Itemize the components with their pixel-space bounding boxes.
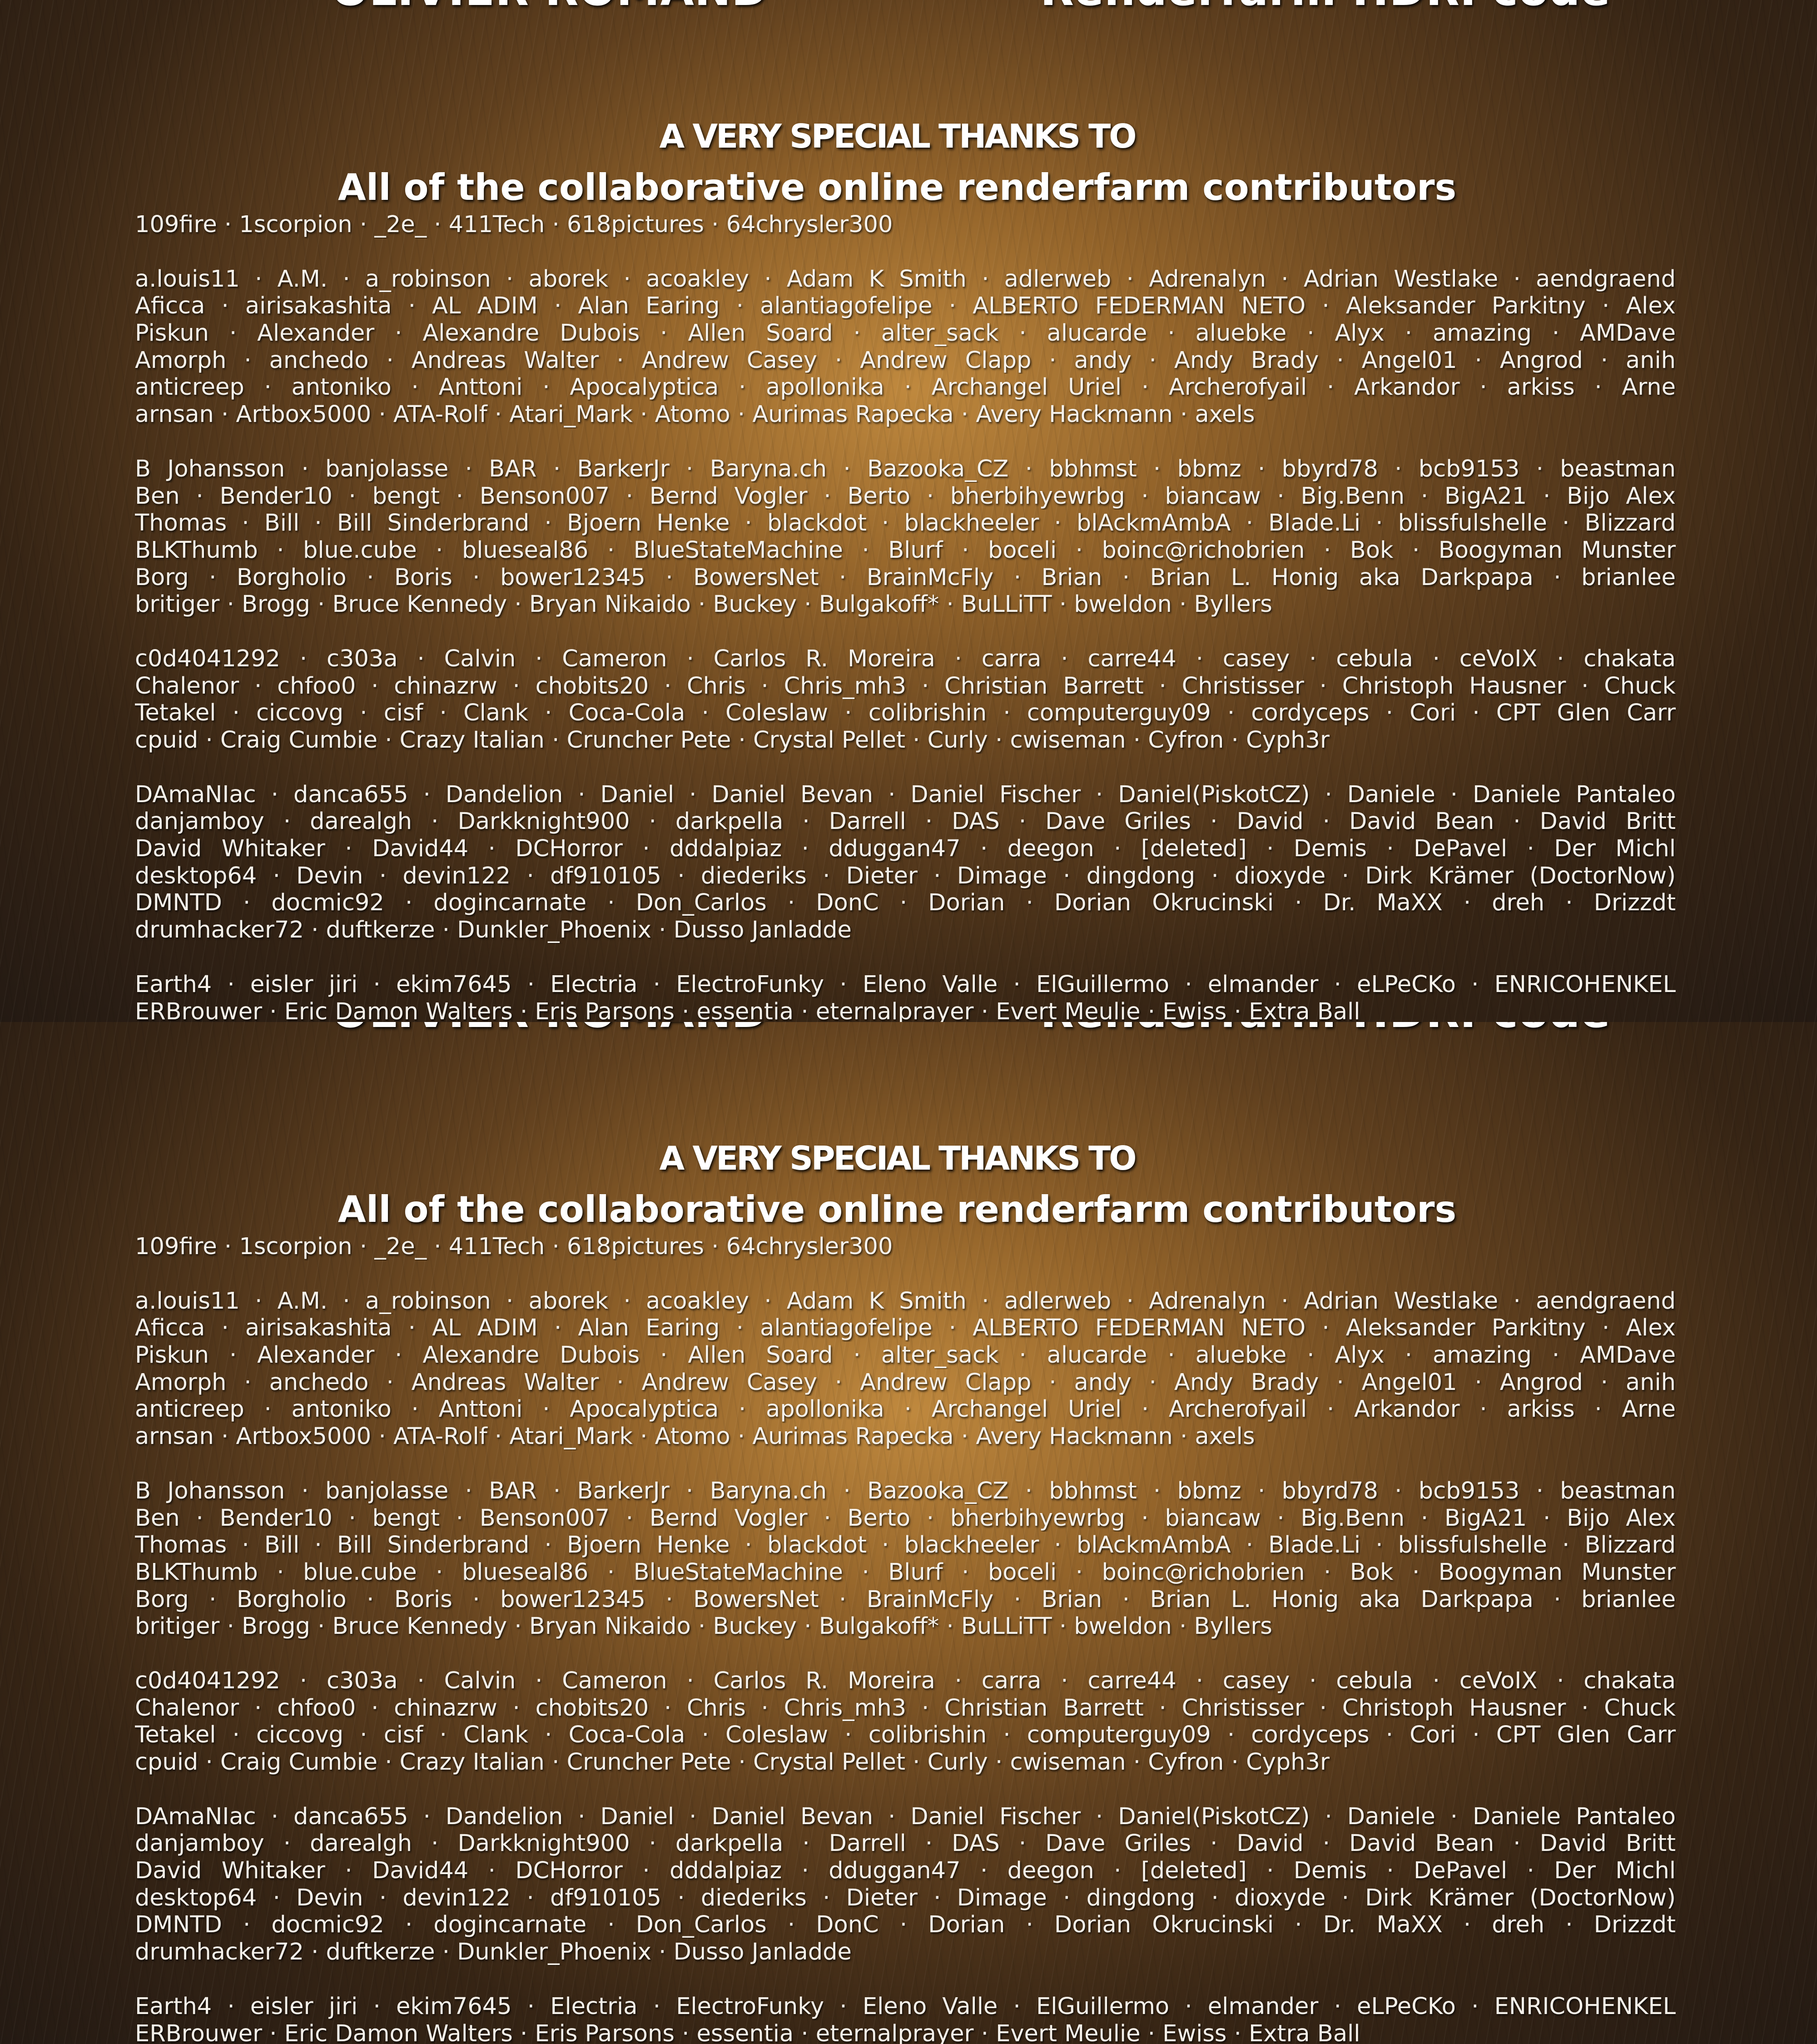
contributor-line: Ben · Bender10 · bengt · Benson007 · Bernd Vogler · Berto · bherbihyewrbg · biancaw · Big.Benn · BigA21 · Bijo Alex	[135, 483, 1676, 510]
contributor-line: Aficca · airisakashita · AL ADIM · Alan Earing · alantiagofelipe · ALBERTO FEDERMAN NETO · Aleksander Parkitny · Alex	[135, 1315, 1676, 1342]
contributor-line: desktop64 · Devin · devin122 · df910105 · diederiks · Dieter · Dimage · dingdong · dioxyde · Dirk Krämer (DoctorNow)	[135, 863, 1676, 890]
contributor-line: arnsan · Artbox5000 · ATA-Rolf · Atari_Mark · Atomo · Aurimas Rapecka · Avery Hackmann · axels	[135, 401, 1676, 428]
contributor-line: ERBrouwer · Eric Damon Walters · Eris Parsons · essentia · eternalprayer · Evert Meulie · Ewiss · Extra Ball	[135, 998, 1676, 1022]
contributor-line: B Johansson · banjolasse · BAR · BarkerJr · Baryna.ch · Bazooka_CZ · bbhmst · bbmz · bbyrd78 · bcb9153 · beastman	[135, 1478, 1676, 1505]
contributor-line: Tetakel · ciccovg · cisf · Clank · Coca-Cola · Coleslaw · colibrishin · computerguy09 · cordyceps · Cori · CPT Glen Carr	[135, 1722, 1676, 1749]
contributor-line: BLKThumb · blue.cube · blueseal86 · BlueStateMachine · Blurf · boceli · boinc@richobrien · Bok · Boogyman Munster	[135, 1559, 1676, 1586]
contributor-line: desktop64 · Devin · devin122 · df910105 · diederiks · Dieter · Dimage · dingdong · dioxyde · Dirk Krämer (DoctorNow)	[135, 1885, 1676, 1912]
contributor-line: a.louis11 · A.M. · a_robinson · aborek · acoakley · Adam K Smith · adlerweb · Adrenalyn · Adrian Westlake · aendgraend	[135, 266, 1676, 293]
contributor-line: britiger · Brogg · Bruce Kennedy · Bryan Nikaido · Buckey · Bulgakoff* · BuLLiTT · bweldon · Byllers	[135, 1613, 1676, 1640]
contributor-line: c0d4041292 · c303a · Calvin · Cameron · Carlos R. Moreira · carra · carre44 · casey · cebula · ceVoIX · chakata	[135, 1667, 1676, 1695]
contributor-line: anticreep · antoniko · Anttoni · Apocalyptica · apollonika · Archangel Uriel · Archerofyail · Arkandor · arkiss · Arne	[135, 374, 1676, 401]
contributor-line: ERBrouwer · Eric Damon Walters · Eris Parsons · essentia · eternalprayer · Evert Meulie · Ewiss · Extra Ball	[135, 2020, 1676, 2044]
contributor-line: Chalenor · chfoo0 · chinazrw · chobits20 · Chris · Chris_mh3 · Christian Barrett · Christisser · Christoph Hausner · Chuck	[135, 673, 1676, 700]
contributor-line: drumhacker72 · duftkerze · Dunkler_Phoenix · Dusso Janladde	[135, 1939, 1676, 1966]
contributor-line: Tetakel · ciccovg · cisf · Clank · Coca-Cola · Coleslaw · colibrishin · computerguy09 · cordyceps · Cori · CPT Glen Carr	[135, 700, 1676, 727]
special-thanks-heading: A VERY SPECIAL THANKS TO	[0, 1139, 1794, 1177]
contributor-line: c0d4041292 · c303a · Calvin · Cameron · Carlos R. Moreira · carra · carre44 · casey · cebula · ceVoIX · chakata	[135, 645, 1676, 673]
contributor-line: BLKThumb · blue.cube · blueseal86 · BlueStateMachine · Blurf · boceli · boinc@richobrien · Bok · Boogyman Munster	[135, 537, 1676, 564]
contributor-line: Earth4 · eisler jiri · ekim7645 · Electria · ElectroFunky · Eleno Valle · ElGuillermo · elmander · eLPeCKo · ENRICOHENKEL	[135, 1993, 1676, 2020]
contributor-line: Piskun · Alexander · Alexandre Dubois · Allen Soard · alter_sack · alucarde · aluebke · Alyx · amazing · AMDave	[135, 320, 1676, 347]
contributor-line: Piskun · Alexander · Alexandre Dubois · Allen Soard · alter_sack · alucarde · aluebke · Alyx · amazing · AMDave	[135, 1342, 1676, 1369]
contributor-line: 109fire · 1scorpion · _2e_ · 411Tech · 618pictures · 64chrysler300	[135, 211, 1676, 238]
contributor-line: DMNTD · docmic92 · dogincarnate · Don_Carlos · DonC · Dorian · Dorian Okrucinski · Dr. MaXX · dreh · Drizzdt	[135, 889, 1676, 917]
contributor-line: B Johansson · banjolasse · BAR · BarkerJr · Baryna.ch · Bazooka_CZ · bbhmst · bbmz · bbyrd78 · bcb9153 · beastman	[135, 456, 1676, 483]
contributors-heading: All of the collaborative online renderfarm contributors	[0, 166, 1794, 208]
contributor-line: drumhacker72 · duftkerze · Dunkler_Phoenix · Dusso Janladde	[135, 917, 1676, 944]
contributor-line: a.louis11 · A.M. · a_robinson · aborek · acoakley · Adam K Smith · adlerweb · Adrenalyn · Adrian Westlake · aendgraend	[135, 1288, 1676, 1315]
contributor-line: Thomas · Bill · Bill Sinderbrand · Bjoern Henke · blackdot · blackheeler · blAckmAmbA · Blade.Li · blissfulshelle · Blizzard	[135, 510, 1676, 537]
contributor-line: cpuid · Craig Cumbie · Crazy Italian · Cruncher Pete · Crystal Pellet · Curly · cwiseman · Cyfron · Cyph3r	[135, 1749, 1676, 1776]
contributor-line: Borg · Borgholio · Boris · bower12345 · BowersNet · BrainMcFly · Brian · Brian L. Honig aka Darkpapa · brianlee	[135, 1586, 1676, 1613]
contributor-line: Amorph · anchedo · Andreas Walter · Andrew Casey · Andrew Clapp · andy · Andy Brady · Angel01 · Angrod · anih	[135, 347, 1676, 374]
contributor-line: Earth4 · eisler jiri · ekim7645 · Electria · ElectroFunky · Eleno Valle · ElGuillermo · elmander · eLPeCKo · ENRICOHENKEL	[135, 971, 1676, 998]
contributor-line: David Whitaker · David44 · DCHorror · dddalpiaz · dduggan47 · deegon · [deleted] · Demis · DePavel · Der Michl	[135, 1857, 1676, 1885]
contributors-heading: All of the collaborative online renderfarm contributors	[0, 1188, 1794, 1230]
contributor-line: britiger · Brogg · Bruce Kennedy · Bryan Nikaido · Buckey · Bulgakoff* · BuLLiTT · bweldon · Byllers	[135, 591, 1676, 618]
contributor-line: David Whitaker · David44 · DCHorror · dddalpiaz · dduggan47 · deegon · [deleted] · Demis · DePavel · Der Michl	[135, 835, 1676, 863]
contributor-line: DAmaNIac · danca655 · Dandelion · Daniel · Daniel Bevan · Daniel Fischer · Daniel(PiskotCZ) · Daniele · Daniele Pantaleo	[135, 781, 1676, 809]
contributor-line: danjamboy · darealgh · Darkknight900 · darkpella · Darrell · DAS · Dave Griles · David · David Bean · David Britt	[135, 1830, 1676, 1857]
contributor-line: DMNTD · docmic92 · dogincarnate · Don_Carlos · DonC · Dorian · Dorian Okrucinski · Dr. MaXX · dreh · Drizzdt	[135, 1911, 1676, 1939]
contributor-line: Borg · Borgholio · Boris · bower12345 · BowersNet · BrainMcFly · Brian · Brian L. Honig aka Darkpapa · brianlee	[135, 564, 1676, 591]
contributor-line: cpuid · Craig Cumbie · Crazy Italian · Cruncher Pete · Crystal Pellet · Curly · cwiseman · Cyfron · Cyph3r	[135, 727, 1676, 754]
special-thanks-heading: A VERY SPECIAL THANKS TO	[0, 117, 1794, 155]
contributor-line: Ben · Bender10 · bengt · Benson007 · Bernd Vogler · Berto · bherbihyewrbg · biancaw · Big.Benn · BigA21 · Bijo Alex	[135, 1505, 1676, 1532]
contributor-line: Amorph · anchedo · Andreas Walter · Andrew Casey · Andrew Clapp · andy · Andy Brady · Angel01 · Angrod · anih	[135, 1369, 1676, 1396]
contributor-line: arnsan · Artbox5000 · ATA-Rolf · Atari_Mark · Atomo · Aurimas Rapecka · Avery Hackmann · axels	[135, 1423, 1676, 1450]
contributor-line: danjamboy · darealgh · Darkknight900 · darkpella · Darrell · DAS · Dave Griles · David · David Bean · David Britt	[135, 808, 1676, 835]
contributor-line: Aficca · airisakashita · AL ADIM · Alan Earing · alantiagofelipe · ALBERTO FEDERMAN NETO · Aleksander Parkitny · Alex	[135, 293, 1676, 320]
contributor-line: Chalenor · chfoo0 · chinazrw · chobits20 · Chris · Chris_mh3 · Christian Barrett · Christisser · Christoph Hausner · Chuck	[135, 1695, 1676, 1722]
contributor-line: 109fire · 1scorpion · _2e_ · 411Tech · 618pictures · 64chrysler300	[135, 1233, 1676, 1260]
contributor-line: DAmaNIac · danca655 · Dandelion · Daniel · Daniel Bevan · Daniel Fischer · Daniel(PiskotCZ) · Daniele · Daniele Pantaleo	[135, 1803, 1676, 1831]
contributor-line: Thomas · Bill · Bill Sinderbrand · Bjoern Henke · blackdot · blackheeler · blAckmAmbA · Blade.Li · blissfulshelle · Blizzard	[135, 1532, 1676, 1559]
contributor-line: anticreep · antoniko · Anttoni · Apocalyptica · apollonika · Archangel Uriel · Archerofyail · Arkandor · arkiss · Arne	[135, 1396, 1676, 1423]
